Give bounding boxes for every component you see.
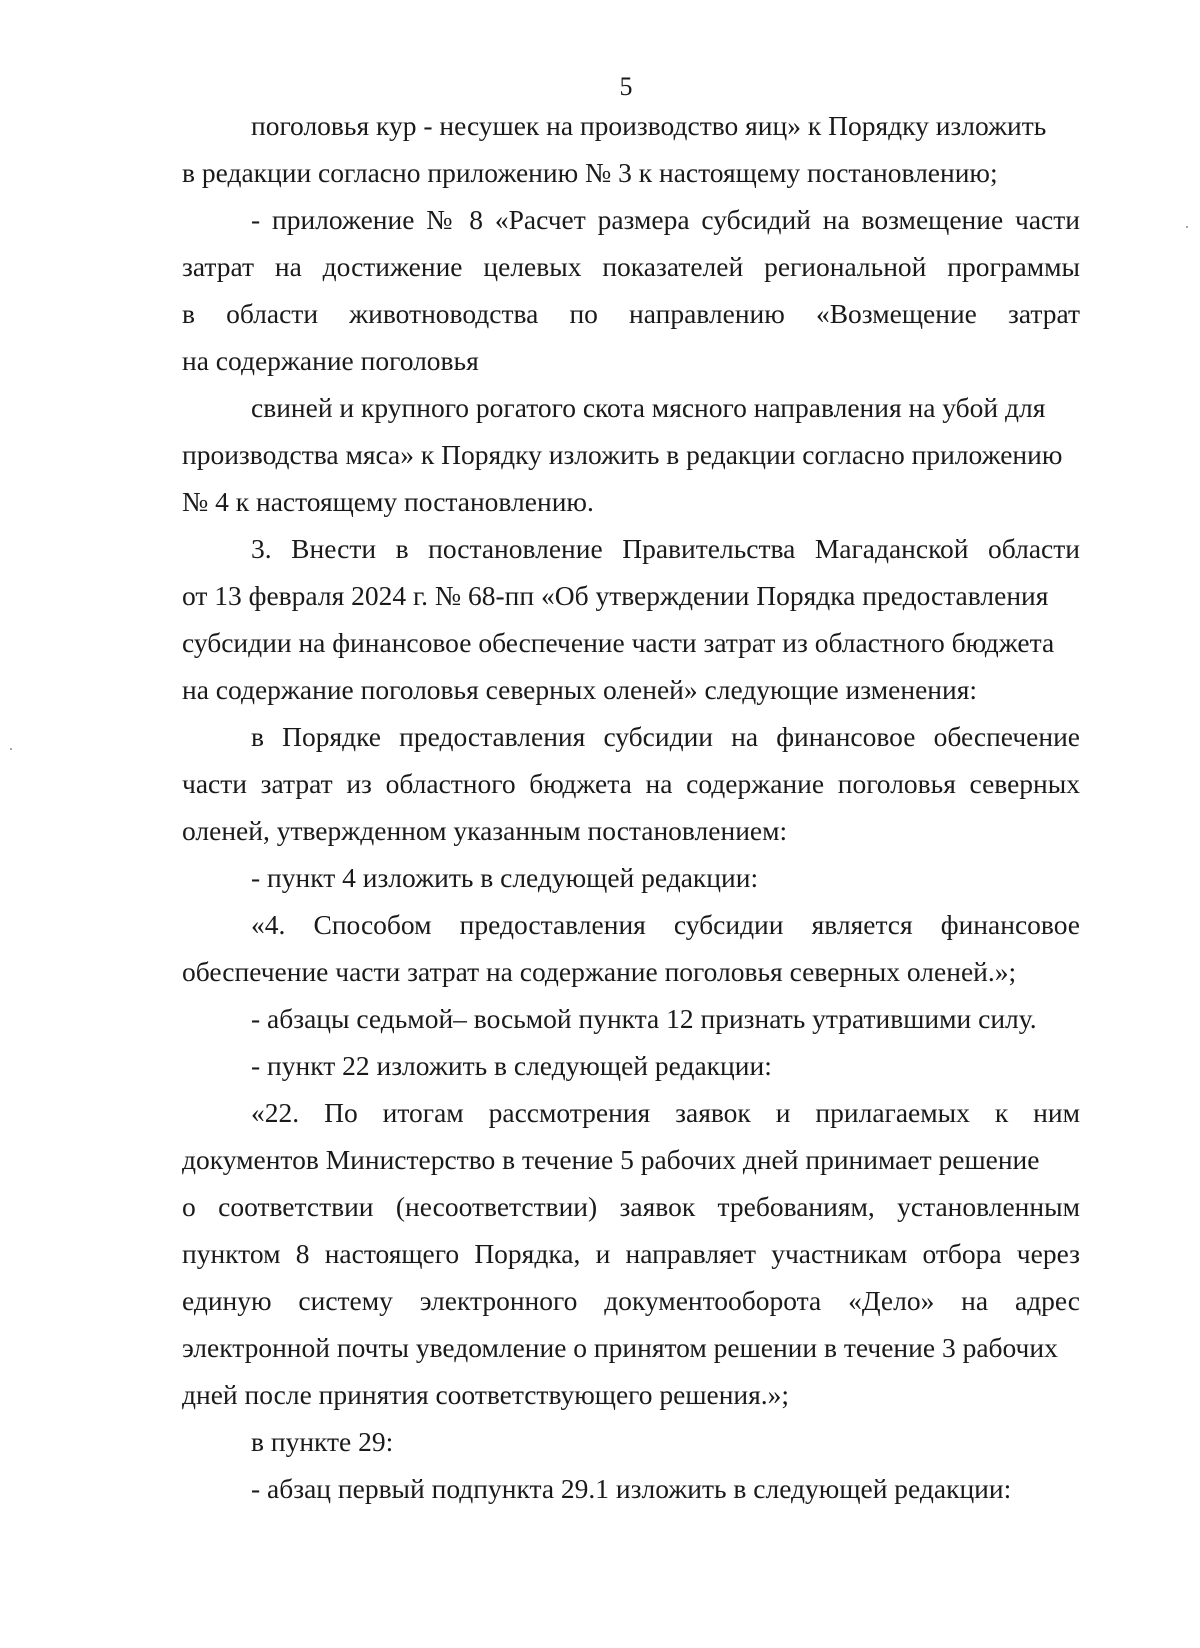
text-line: субсидии на финансовое обеспечение части затрат из областного бюджета [182,627,1055,658]
text-line: «22. По итогам рассмотрения заявок и прилагаемых к ним [251,1097,1080,1128]
text-line: электронной почты уведомление о принятом решении в течение 3 рабочих [182,1332,1058,1363]
text-line: на содержание поголовья северных оленей» следующие изменения: [182,674,978,705]
text-line: в области животноводства по направлению «Возмещение затрат [182,298,1080,329]
scan-speck [10,748,12,750]
text-line: № 4 к настоящему постановлению. [182,486,594,517]
text-line: производства мяса» к Порядку изложить в редакции согласно приложению [182,439,1063,470]
text-line: поголовья кур - несушек на производство яиц» к Порядку изложить [251,110,1047,141]
text-line: на содержание поголовья [182,345,479,376]
text-line: документов Министерство в течение 5 рабочих дней принимает решение [182,1144,1040,1175]
text-line: от 13 февраля 2024 г. № 68-пп «Об утверждении Порядка предоставления [182,580,1049,611]
text-line: части затрат из областного бюджета на содержание поголовья северных [182,768,1080,799]
text-line: - пункт 22 изложить в следующей редакции: [251,1050,772,1081]
text-line: обеспечение части затрат на содержание поголовья северных оленей.»; [182,956,1017,987]
text-line: затрат на достижение целевых показателей региональной программы [182,251,1080,282]
text-line: - приложение № 8 «Расчет размера субсидий на возмещение части [251,204,1080,235]
scan-speck [1186,226,1188,228]
text-line: дней после принятия соответствующего решения.»; [182,1379,790,1410]
text-line: пунктом 8 настоящего Порядка, и направляет участникам отбора через [182,1238,1080,1269]
text-line: в Порядке предоставления субсидии на финансовое обеспечение [251,721,1080,752]
text-line: 3. Внести в постановление Правительства Магаданской области [251,533,1080,564]
text-line: единую систему электронного документооборота «Дело» на адрес [182,1285,1080,1316]
text-line: оленей, утвержденном указанным постановлением: [182,815,788,846]
page-number: 5 [619,72,633,101]
text-line: - пункт 4 изложить в следующей редакции: [251,862,759,893]
text-line: - абзацы седьмой– восьмой пункта 12 признать утратившими силу. [251,1003,1037,1034]
text-line: о соответствии (несоответствии) заявок требованиям, установленным [182,1191,1080,1222]
text-line: в пункте 29: [251,1426,394,1457]
text-line: в редакции согласно приложению № 3 к настоящему постановлению; [182,157,998,188]
text-line: «4. Способом предоставления субсидии является финансовое [251,909,1080,940]
text-line: - абзац первый подпункта 29.1 изложить в следующей редакции: [251,1473,1012,1504]
text-line: свиней и крупного рогатого скота мясного направления на убой для [251,392,1046,423]
